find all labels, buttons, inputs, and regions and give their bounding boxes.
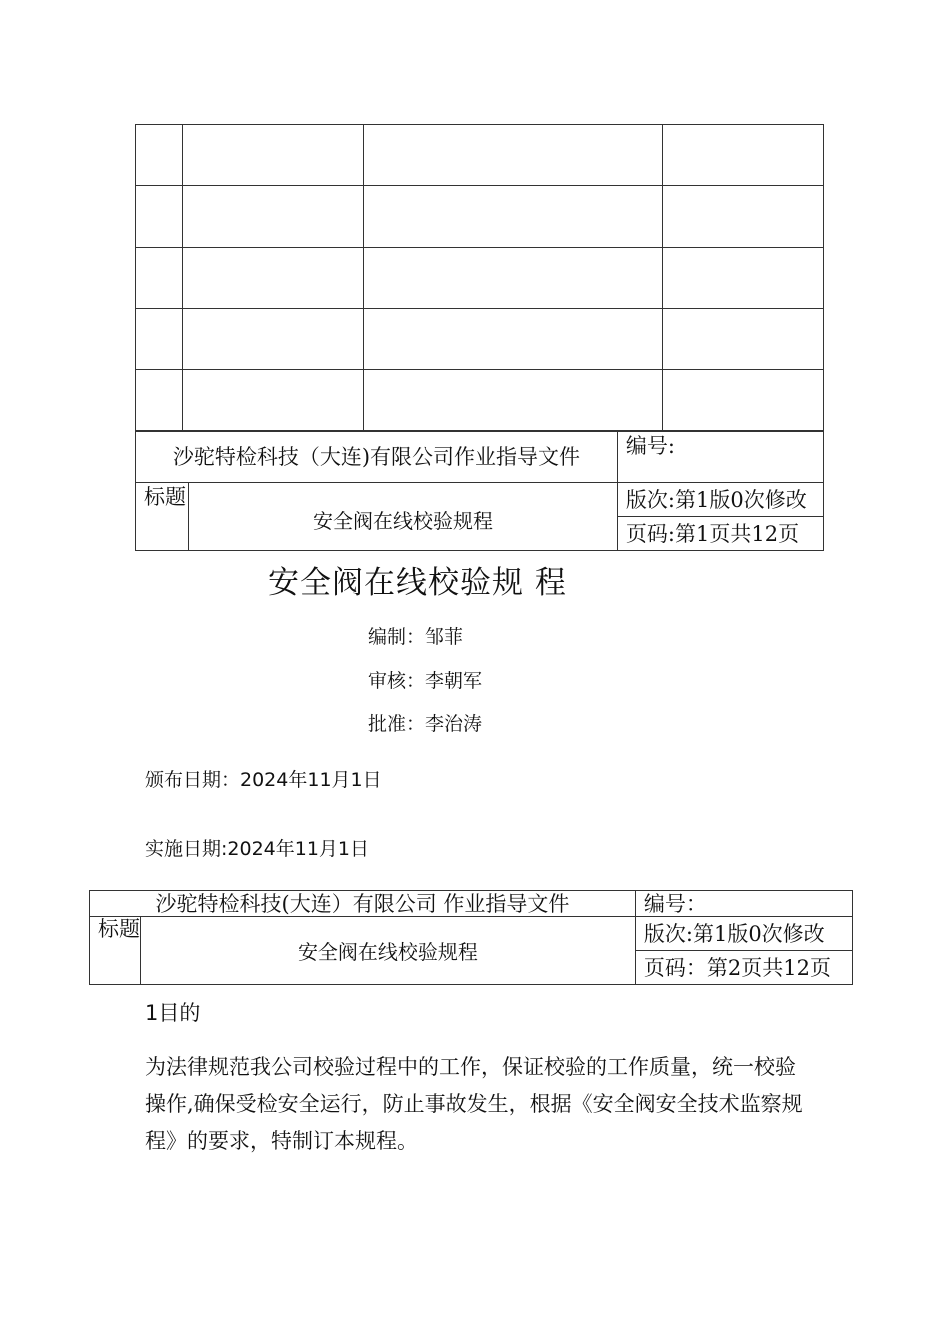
author-line: 编制：邹菲 bbox=[368, 626, 464, 648]
reviewer-line: 审核：李朝军 bbox=[368, 670, 483, 692]
grid-cell bbox=[136, 309, 183, 370]
page-info: 页码：第2页共12页 bbox=[635, 951, 852, 985]
grid-cell bbox=[136, 186, 183, 248]
company-name: 沙驼特检科技(大连）有限公司 作业指导文件 bbox=[90, 891, 636, 917]
doc-header-table-2 bbox=[89, 890, 853, 985]
grid-cell bbox=[663, 248, 824, 309]
grid-cell bbox=[364, 125, 663, 186]
main-title: 安全阀在线校验规 程 bbox=[268, 565, 567, 601]
publish-date: 颁布日期：2024年11月1日 bbox=[145, 769, 382, 791]
grid-cell bbox=[663, 309, 824, 370]
section-heading: 1目的 bbox=[145, 1001, 201, 1025]
effective-date: 实施日期:2024年11月1日 bbox=[145, 838, 370, 860]
grid-cell bbox=[136, 248, 183, 309]
grid-cell bbox=[364, 248, 663, 309]
grid-cell bbox=[663, 186, 824, 248]
grid-cell bbox=[183, 309, 364, 370]
version-info: 版次:第1版0次修改 bbox=[635, 917, 852, 951]
title-label: 标题 bbox=[90, 917, 141, 985]
grid-cell bbox=[364, 186, 663, 248]
grid-cell bbox=[364, 370, 663, 431]
doc-code-label: 编号: bbox=[617, 432, 823, 483]
title-label: 标题 bbox=[136, 483, 189, 551]
revision-grid bbox=[135, 124, 824, 431]
version-info: 版次:第1版0次修改 bbox=[617, 483, 823, 517]
grid-cell bbox=[136, 370, 183, 431]
section-paragraph: 为法律规范我公司校验过程中的工作，保证校验的工作质量，统一校验操作,确保受检安全运行，防止事故发生，根据《安全阀安全技术监察规程》的要求，特制订本规程。 bbox=[145, 1055, 803, 1153]
doc-code-label: 编号： bbox=[635, 891, 852, 917]
grid-cell bbox=[183, 186, 364, 248]
approver-line: 批准：李治涛 bbox=[368, 713, 483, 735]
company-name: 沙驼特检科技（大连)有限公司作业指导文件 bbox=[136, 432, 618, 483]
grid-cell bbox=[663, 370, 824, 431]
doc-header-table-1 bbox=[135, 431, 824, 551]
grid-cell bbox=[183, 248, 364, 309]
doc-title: 安全阀在线校验规程 bbox=[141, 917, 636, 985]
doc-title: 安全阀在线校验规程 bbox=[189, 483, 618, 551]
grid-cell bbox=[183, 370, 364, 431]
grid-cell bbox=[364, 309, 663, 370]
page-info: 页码:第1页共12页 bbox=[617, 517, 823, 551]
grid-cell bbox=[663, 125, 824, 186]
grid-cell bbox=[136, 125, 183, 186]
grid-cell bbox=[183, 125, 364, 186]
